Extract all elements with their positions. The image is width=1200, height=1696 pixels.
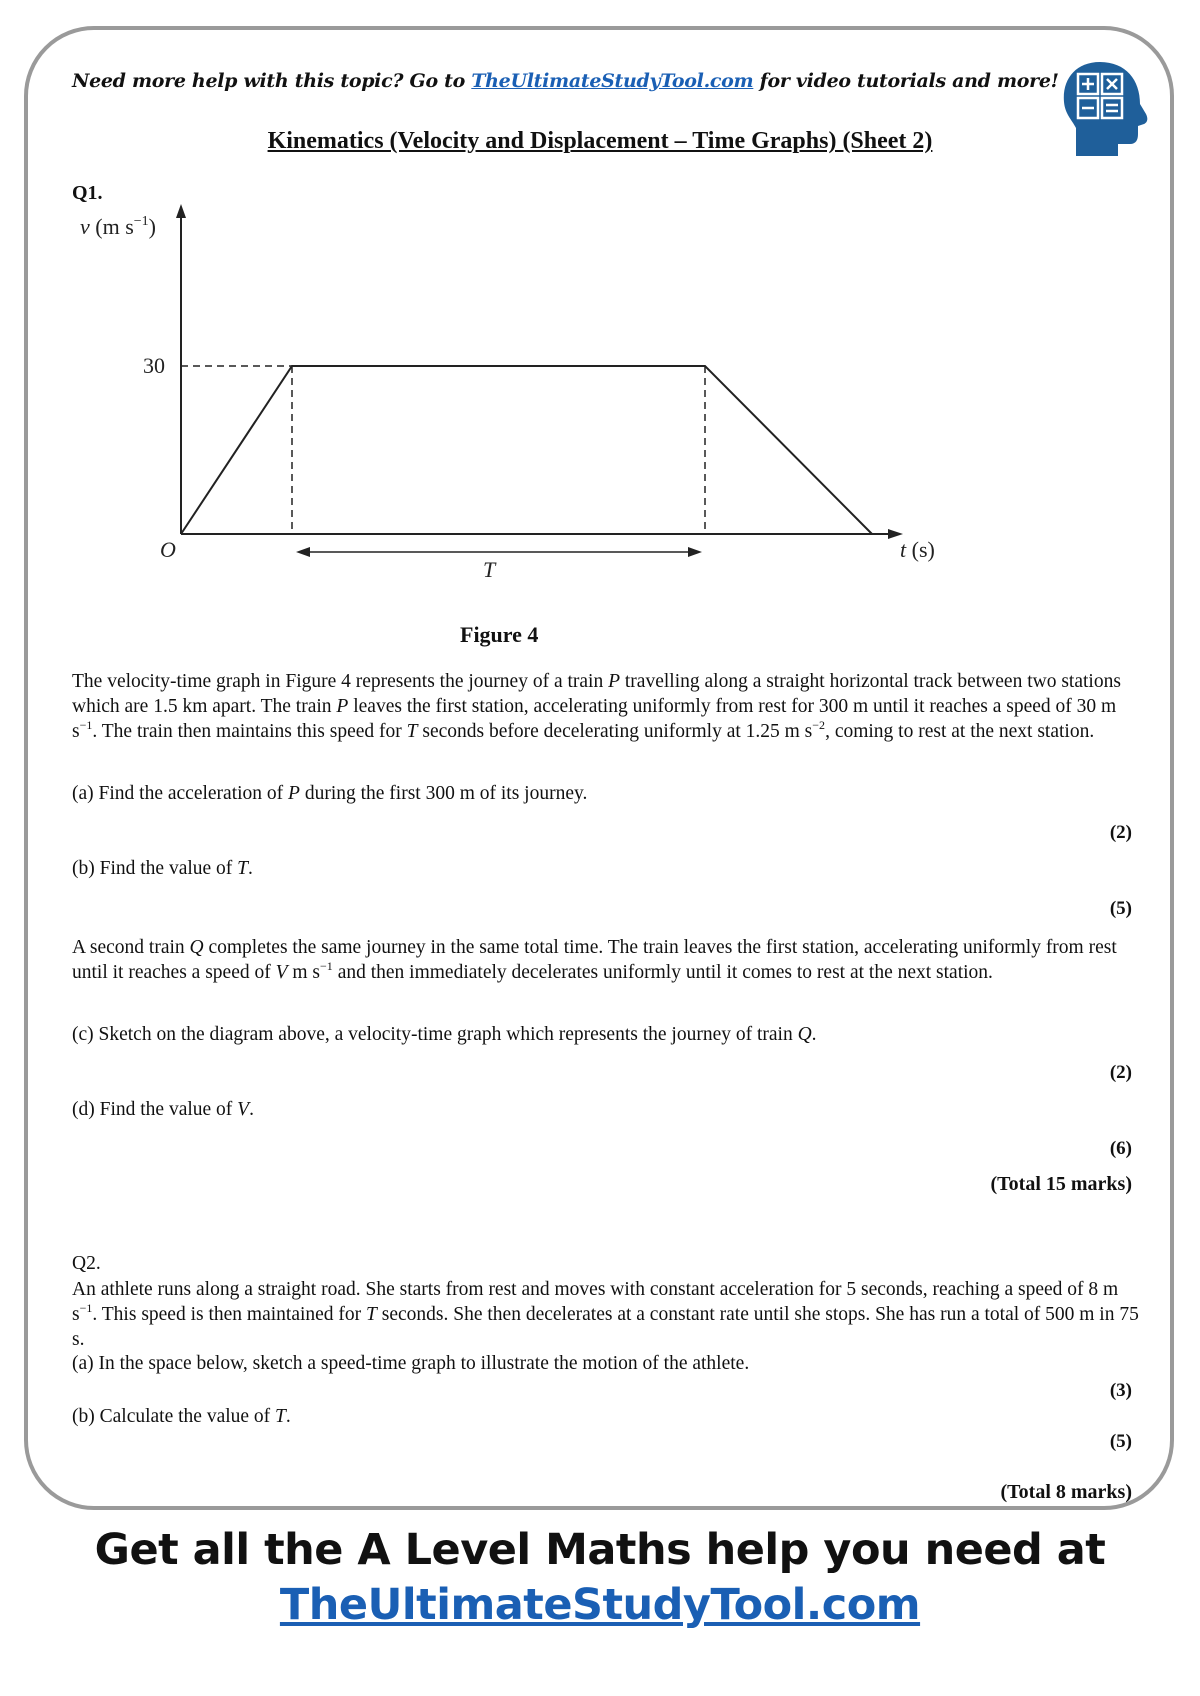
x-axis-label: t (s) — [900, 537, 935, 562]
y-axis-arrowhead — [176, 204, 186, 218]
y-axis-label: v (m $s^{-1}$) — [80, 214, 156, 239]
q2-marks-b: (5) — [1109, 1431, 1132, 1452]
interval-arrowhead-left — [296, 547, 310, 557]
help-banner — [72, 70, 1059, 92]
q1-part-b: (b) Find the value of T. — [72, 858, 253, 879]
q2-text: An athlete runs along a straight road. She starts from rest and moves with constant acceleration for 5 seconds, reaching a speed of 8 m $s^{-1}$. This speed is then maintained for T seconds. She then decelerates at a constant rate until she stops. She has run a total of 500 m in 75 s. — [72, 1279, 1139, 1350]
velocity-time-graph — [0, 200, 1000, 600]
help-prefix: Need more help with this topic? Go to — [72, 70, 472, 92]
q1-part-c: (c) Sketch on the diagram above, a velocity-time graph which represents the journey of train Q. — [72, 1024, 817, 1045]
q2-part-b: (b) Calculate the value of T. — [72, 1406, 291, 1427]
page-title: Kinematics (Velocity and Displacement – Time Graphs) (Sheet 2) — [267, 128, 933, 154]
q1-marks-a: (2) — [1109, 822, 1132, 843]
interval-T-label: T — [483, 557, 496, 582]
interval-arrowhead-right — [688, 547, 702, 557]
q1-second-train: A second train Q completes the same journey in the same total time. The train leaves the first station, accelerating uniformly from rest until it reaches a speed of V m $s^{-1}$ and then immediately decelerates uniformly until it comes to rest at the next station. — [72, 937, 1117, 983]
q2-label: Q2. — [72, 1253, 101, 1274]
figure-caption: Figure 4 — [460, 622, 539, 647]
q1-intro: The velocity-time graph in Figure 4 represents the journey of a train P travelling along a straight horizontal track between two stations which are 1.5 km apart. The train P leaves the first station, accelerating uniformly from rest for 300 m until it reaches a speed of 30 m $s^{-1}$. The train then maintains this speed for T seconds before decelerating uniformly at 1.25 m $s^{-2}$, coming to rest at the next station. — [72, 671, 1121, 742]
q2-marks-a: (3) — [1109, 1380, 1132, 1401]
q2-total-marks: (Total 8 marks) — [1000, 1481, 1132, 1503]
q1-part-a: (a) Find the acceleration of P during the first 300 m of its journey. — [72, 783, 588, 804]
q1-marks-d: (6) — [1109, 1138, 1132, 1159]
q1-marks-b: (5) — [1109, 898, 1132, 919]
footer-tagline: Get all the A Level Maths help you need at — [94, 1525, 1106, 1575]
y-tick-30: 30 — [143, 353, 165, 378]
q1-total-marks: (Total 15 marks) — [990, 1173, 1132, 1195]
footer-link[interactable]: TheUltimateStudyTool.com — [279, 1580, 921, 1630]
q1-part-d: (d) Find the value of V. — [72, 1099, 254, 1120]
help-suffix: for video tutorials and more! — [753, 70, 1059, 92]
q1-label: Q1. — [72, 182, 103, 204]
origin-label: O — [160, 537, 176, 562]
q1-marks-c: (2) — [1109, 1062, 1132, 1083]
help-link[interactable]: TheUltimateStudyTool.com — [471, 70, 754, 92]
velocity-line — [181, 366, 872, 534]
q2-part-a: (a) In the space below, sketch a speed-time graph to illustrate the motion of the athlete. — [72, 1353, 750, 1374]
